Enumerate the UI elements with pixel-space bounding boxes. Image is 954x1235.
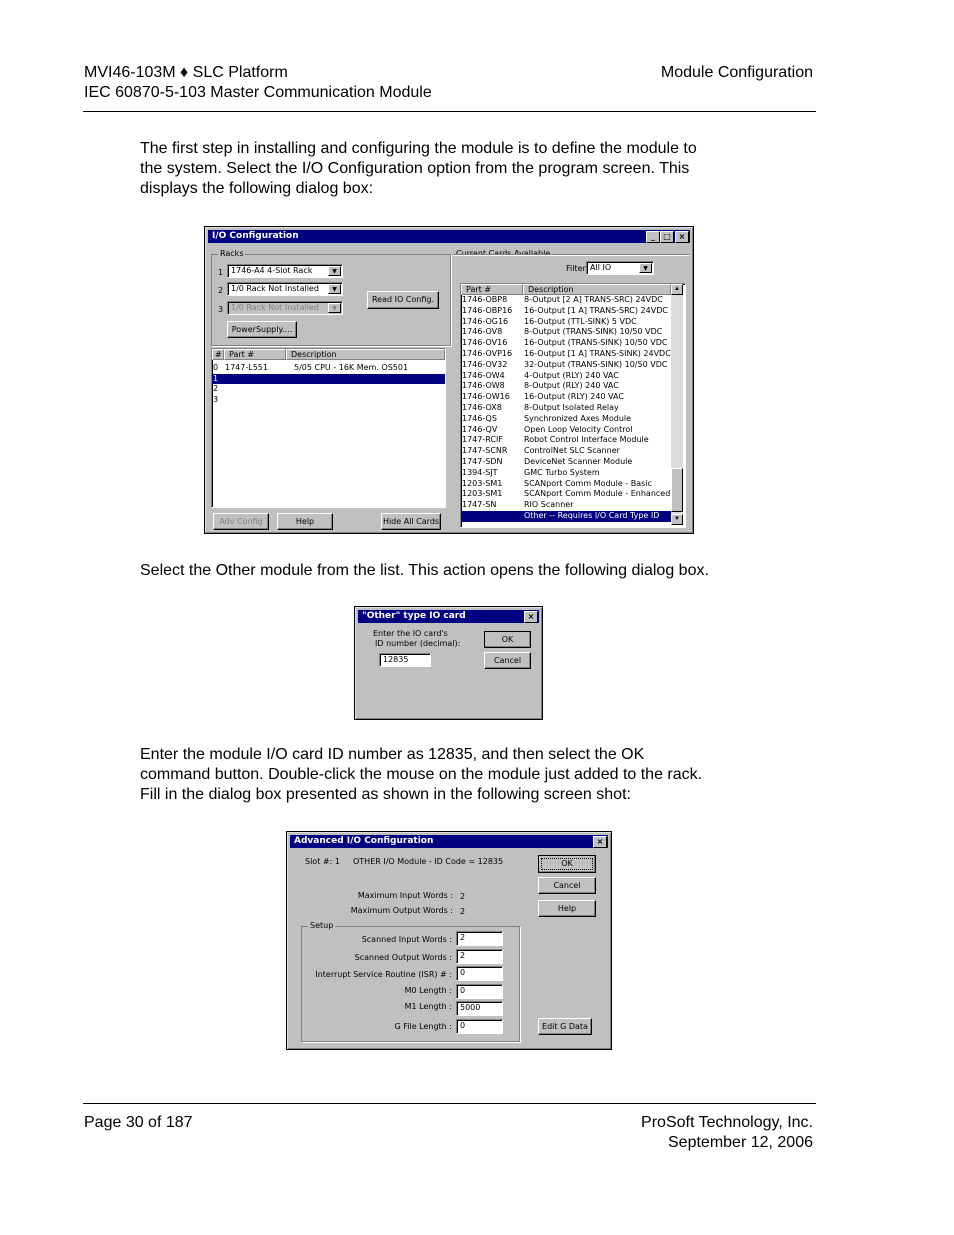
card-desc: 8-Output Isolated Relay (524, 403, 619, 412)
footer-date: September 12, 2006 (668, 1134, 813, 1151)
rack-number: 3 (218, 305, 224, 314)
card-part: 1747-RCIF (462, 435, 503, 445)
slot-col-header: # (212, 349, 224, 360)
power-supply-button[interactable]: PowerSupply.... (227, 321, 297, 338)
close-icon[interactable]: × (675, 231, 689, 243)
card-row[interactable] (461, 414, 673, 425)
card-part: 1747-SDN (462, 457, 503, 466)
dialog-titlebar (208, 230, 690, 243)
paragraph-line: Enter the module I/O card ID number as 12835, and then select the OK (140, 746, 645, 763)
id-prompt: Enter the IO card's (373, 629, 448, 638)
card-row[interactable] (461, 435, 673, 446)
card-desc: ControlNet SLC Scanner (524, 446, 620, 456)
cancel-button[interactable]: Cancel (538, 877, 596, 894)
filter-label: Filter (566, 264, 586, 273)
card-part: 1746-OW16 (462, 392, 510, 402)
field-label: Scanned Output Words : (354, 953, 452, 962)
id-number-input[interactable]: 12835 (379, 653, 431, 667)
card-row[interactable] (461, 295, 673, 306)
ok-button[interactable]: OK (538, 855, 596, 873)
slot-desc: 5/05 CPU - 16K Mem. OS501 (294, 363, 409, 372)
card-row[interactable] (461, 500, 673, 511)
scanned-output-words-field[interactable]: 2 (456, 949, 503, 964)
field-label: Scanned Input Words : (361, 935, 452, 944)
chevron-down-icon[interactable]: ▼ (328, 303, 341, 313)
field-label: Interrupt Service Routine (ISR) # : (315, 970, 452, 979)
card-part: 1203-SM1 (462, 489, 503, 499)
card-desc: 16-Output (TTL-SINK) 5 VDC (524, 316, 637, 326)
paragraph-line: displays the following dialog box: (140, 180, 374, 197)
cards-scrollbar[interactable] (671, 284, 683, 525)
card-part: 1747-SCNR (462, 446, 508, 456)
page-number: Page 30 of 187 (84, 1114, 193, 1131)
maximize-icon[interactable]: □ (660, 231, 674, 243)
card-row[interactable] (461, 425, 673, 436)
isr-number-field[interactable]: 0 (456, 966, 503, 981)
rack-2-value: 1/0 Rack Not Installed (231, 284, 319, 293)
slot-row[interactable] (212, 384, 445, 395)
id-prompt: ID number (decimal): (375, 639, 461, 648)
paragraph-line: Select the Other module from the list. This action opens the following dialog box. (140, 562, 709, 579)
card-desc: 4-Output (RLY) 240 VAC (524, 370, 619, 380)
chevron-down-icon[interactable]: ▼ (639, 263, 652, 273)
card-desc: 8-Output [2 A] TRANS-SRC) 24VDC (524, 295, 663, 304)
card-row[interactable] (461, 317, 673, 328)
card-part: 1746-OV8 (462, 327, 503, 337)
max-input-value: 2 (460, 892, 466, 901)
header-rule (83, 111, 816, 112)
adv-config-button[interactable]: Adv Config (213, 513, 269, 530)
rack-1-value: 1746-A4 4-Slot Rack (231, 266, 313, 275)
field-label: M1 Length : (404, 1002, 452, 1011)
dialog-title: Advanced I/O Configuration (294, 836, 434, 846)
card-part: 1746-OX8 (462, 403, 502, 412)
slot-label: Slot #: 1 (305, 857, 340, 866)
advanced-io-configuration-dialog (286, 831, 612, 1050)
slot-num: 1 (213, 374, 219, 383)
footer-rule (83, 1103, 816, 1104)
card-desc: DeviceNet Scanner Module (524, 457, 633, 466)
rack-number: 1 (218, 268, 224, 277)
slot-list[interactable] (211, 348, 446, 508)
slot-row[interactable] (212, 395, 445, 406)
slot-num: 3 (213, 395, 219, 404)
card-part: 1746-OG16 (462, 316, 509, 326)
edit-g-data-button[interactable]: Edit G Data (538, 1018, 592, 1035)
card-row[interactable] (461, 468, 673, 479)
card-part: 1746-OV32 (462, 359, 508, 369)
rack-1-select[interactable] (227, 264, 343, 278)
scroll-down-icon[interactable]: ▼ (671, 514, 683, 525)
max-output-value: 2 (460, 907, 466, 916)
racks-label: Racks (220, 249, 244, 258)
card-part: 1394-SJT (462, 467, 498, 477)
paragraph-line: command button. Double-click the mouse on the module just added to the rack. (140, 766, 703, 783)
card-row[interactable] (461, 371, 673, 382)
card-row[interactable] (461, 479, 673, 490)
card-part: 1746-QV (462, 424, 498, 434)
slot-col-header: Description (286, 349, 445, 360)
card-desc: 16-Output (RLY) 240 VAC (524, 392, 624, 402)
help-button[interactable]: Help (538, 900, 596, 917)
dialog-title: I/O Configuration (212, 231, 299, 241)
field-label: G File Length : (394, 1022, 452, 1031)
hide-all-cards-button[interactable]: Hide All Cards (381, 513, 441, 530)
rack-number: 2 (218, 286, 224, 295)
setup-label: Setup (310, 921, 334, 930)
card-desc: SCANport Comm Module - Enhanced (524, 489, 671, 499)
cards-divider (453, 254, 689, 255)
card-row[interactable] (461, 489, 673, 500)
slot-col-header: Part # (224, 349, 286, 360)
card-row[interactable] (461, 457, 673, 468)
card-part: 1746-OV16 (462, 338, 508, 348)
card-part: 1746-OW8 (462, 381, 505, 391)
card-part: 1746-OVP16 (462, 349, 513, 358)
card-row[interactable] (461, 306, 673, 317)
max-output-label: Maximum Output Words : (350, 906, 453, 915)
cards-list[interactable] (460, 283, 686, 528)
footer-company: ProSoft Technology, Inc. (641, 1114, 813, 1131)
paragraph-line: The first step in installing and configuring the module is to define the module to (140, 140, 697, 157)
card-row[interactable] (461, 392, 673, 403)
ok-button[interactable]: OK (484, 631, 531, 648)
rack-2-select[interactable] (227, 282, 343, 296)
rack-3-value: 1/0 Rack Not Installed (231, 303, 319, 312)
card-desc: 8-Output (RLY) 240 VAC (524, 381, 619, 391)
card-part: 1746-OBP8 (462, 295, 508, 304)
card-desc: 16-Output [1 A] TRANS-SINK) 24VDC (524, 349, 671, 358)
help-button[interactable]: Help (277, 513, 333, 530)
card-row[interactable] (461, 338, 673, 349)
card-desc: Other -- Requires I/O Card Type ID (524, 511, 660, 520)
card-row[interactable] (461, 446, 673, 457)
card-row-selected[interactable] (461, 511, 673, 522)
scroll-up-icon[interactable]: ▲ (671, 284, 683, 295)
card-desc: 16-Output (TRANS-SINK) 10/50 VDC (524, 338, 668, 348)
card-desc: Open Loop Velocity Control (524, 424, 633, 434)
slot-num: 0 (213, 363, 219, 372)
dialog-title: "Other" type IO card (362, 611, 466, 621)
module-description: OTHER I/O Module - ID Code = 12835 (353, 857, 504, 866)
slot-row-selected[interactable] (212, 374, 445, 384)
cards-col-header: Description (523, 284, 671, 295)
card-part: 1747-SN (462, 500, 497, 510)
card-desc: 32-Output (TRANS-SINK) 10/50 VDC (524, 359, 668, 369)
g-file-length-field[interactable]: 0 (456, 1019, 503, 1034)
card-part: 1746-OW4 (462, 370, 505, 380)
cancel-button[interactable]: Cancel (484, 652, 531, 669)
paragraph-line: the system. Select the I/O Configuration option from the program screen. This (140, 160, 690, 177)
card-part: 1203-SM1 (462, 478, 503, 488)
m1-length-field[interactable]: 5000 (456, 1001, 503, 1016)
header-product: MVI46-103M ♦ SLC Platform (84, 64, 288, 81)
card-desc: Robot Control Interface Module (524, 435, 649, 445)
chevron-down-icon[interactable]: ▼ (328, 284, 341, 294)
dialog-titlebar (290, 835, 608, 848)
filter-select[interactable] (586, 261, 654, 275)
card-desc: Synchronized Axes Module (524, 413, 632, 423)
other-io-card-dialog (354, 606, 543, 720)
card-row[interactable] (461, 349, 673, 360)
card-desc: SCANport Comm Module - Basic (524, 478, 652, 488)
card-row[interactable] (461, 327, 673, 338)
cards-col-header: Part # (461, 284, 523, 295)
header-section: Module Configuration (660, 64, 813, 81)
scanned-input-words-field[interactable]: 2 (456, 931, 503, 946)
close-icon[interactable]: × (524, 611, 538, 623)
max-input-label: Maximum Input Words : (357, 891, 453, 900)
card-part: 1746-QS (462, 413, 497, 423)
card-desc: 16-Output [1 A] TRANS-SRC) 24VDC (524, 305, 668, 315)
slot-part: 1747-L551 (225, 363, 268, 372)
card-desc: RIO Scanner (524, 500, 574, 510)
close-icon[interactable]: × (593, 836, 607, 848)
io-configuration-dialog (204, 226, 694, 534)
card-row[interactable] (461, 403, 673, 414)
scroll-thumb[interactable] (671, 468, 683, 512)
dialog-titlebar (358, 610, 539, 623)
rack-3-select[interactable] (227, 301, 343, 315)
field-label: M0 Length : (404, 986, 452, 995)
minimize-icon[interactable]: _ (646, 231, 660, 243)
card-part: 1746-OBP16 (462, 305, 513, 315)
m0-length-field[interactable]: 0 (456, 984, 503, 999)
read-io-config-button[interactable]: Read IO Config. (367, 291, 439, 309)
card-row[interactable] (461, 360, 673, 371)
chevron-down-icon[interactable]: ▼ (328, 266, 341, 276)
card-desc: 8-Output (TRANS-SINK) 10/50 VDC (524, 327, 663, 337)
slot-row[interactable] (212, 363, 445, 374)
header-module-name: IEC 60870-5-103 Master Communication Module (84, 84, 432, 101)
card-row[interactable] (461, 381, 673, 392)
card-desc: GMC Turbo System (524, 467, 600, 477)
paragraph-line: Fill in the dialog box presented as shown in the following screen shot: (140, 786, 631, 803)
slot-num: 2 (213, 384, 219, 393)
filter-value: All IO (590, 263, 612, 272)
